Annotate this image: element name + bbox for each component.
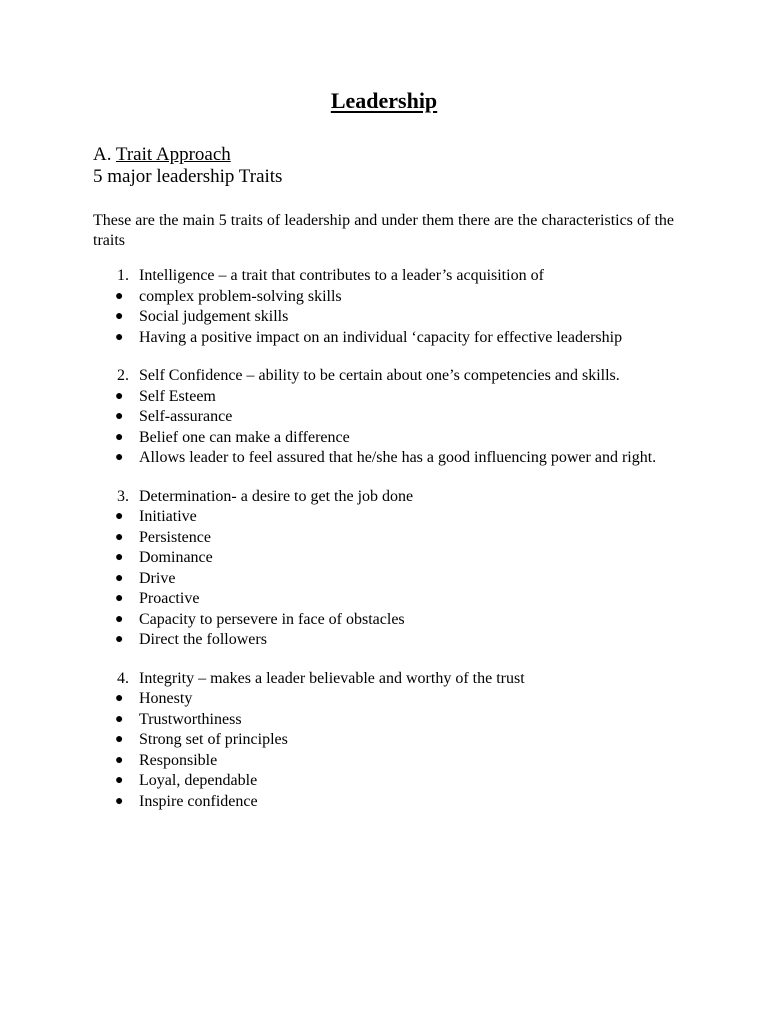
bullet-item <box>0 287 674 308</box>
bullet-item <box>0 569 674 590</box>
bullet-text: Having a positive impact on an individual ‘capacity for effective leadership <box>139 328 623 346</box>
bullet-text: Inspire confidence <box>139 792 258 810</box>
bullet-text: Drive <box>139 569 176 587</box>
bullet-item <box>0 448 674 469</box>
bullet-icon: ● <box>115 309 124 324</box>
bullet-item <box>0 792 674 813</box>
bullet-text: Honesty <box>139 690 193 707</box>
bullet-item <box>0 751 674 772</box>
bullet-icon: ● <box>115 691 124 706</box>
bullet-icon: ● <box>115 752 124 768</box>
bullet-text: Direct the followers <box>139 631 267 648</box>
bullet-item <box>0 387 674 408</box>
trait-number: 1. <box>117 267 129 284</box>
trait-text: Determination- a desire to get the job done <box>139 487 414 505</box>
bullet-item <box>0 328 674 349</box>
bullet-icon: ● <box>115 409 124 424</box>
bullet-item <box>0 307 674 328</box>
bullet-text: Social judgement skills <box>139 308 289 325</box>
intro-paragraph: These are the main 5 traits of leadership and under them there are the characteristics of the traits <box>93 212 674 249</box>
trait-heading <box>0 487 674 508</box>
bullet-item <box>0 771 674 792</box>
bullet-text: Self-assurance <box>139 408 233 425</box>
bullet-icon: ● <box>115 509 124 524</box>
bullet-text: Proactive <box>139 590 200 607</box>
bullet-icon: ● <box>115 529 124 545</box>
bullet-text: Dominance <box>139 549 213 566</box>
bullet-item <box>0 507 674 528</box>
bullet-icon: ● <box>115 591 124 606</box>
section-prefix: A. <box>93 144 112 165</box>
bullet-text: Self Esteem <box>139 387 216 405</box>
bullet-icon: ● <box>115 288 124 304</box>
trait-number: 4. <box>117 669 129 687</box>
bullet-icon: ● <box>115 429 124 445</box>
bullet-item <box>0 689 674 710</box>
bullet-text: Initiative <box>139 508 197 525</box>
trait-text: Self Confidence – ability to be certain about one’s competencies and skills. <box>139 367 620 384</box>
bullet-text: Strong set of principles <box>139 731 288 748</box>
bullet-icon: ● <box>115 570 124 586</box>
trait-text: Intelligence – a trait that contributes to a leader’s acquisition of <box>139 267 544 284</box>
bullet-text: Allows leader to feel assured that he/she has a good influencing power and right. <box>139 449 657 466</box>
bullet-item <box>0 630 674 651</box>
bullet-item <box>0 730 674 751</box>
trait-group <box>0 266 768 348</box>
bullet-item <box>0 407 674 428</box>
bullet-icon: ● <box>115 550 124 565</box>
traits-list <box>0 266 768 830</box>
trait-heading <box>0 366 674 387</box>
trait-text: Integrity – makes a leader believable and worthy of the trust <box>139 669 525 687</box>
trait-group <box>0 669 768 813</box>
trait-heading <box>0 266 674 287</box>
bullet-item <box>0 548 674 569</box>
bullet-text: Persistence <box>139 528 211 546</box>
bullet-icon: ● <box>115 611 124 627</box>
bullet-text: Capacity to persevere in face of obstacles <box>139 610 405 628</box>
bullet-item <box>0 428 674 449</box>
bullet-icon: ● <box>115 450 124 465</box>
bullet-icon: ● <box>115 793 124 809</box>
section-heading-text: Trait Approach <box>115 144 231 165</box>
bullet-text: Trustworthiness <box>139 710 242 728</box>
trait-number: 3. <box>117 487 129 505</box>
bullet-item <box>0 610 674 631</box>
trait-group <box>0 487 768 651</box>
bullet-icon: ● <box>115 632 124 647</box>
bullet-text: Responsible <box>139 751 218 769</box>
section-subheading: 5 major leadership Traits <box>93 166 283 187</box>
bullet-icon: ● <box>115 329 124 345</box>
bullet-icon: ● <box>115 732 124 747</box>
section-heading <box>93 144 231 166</box>
bullet-text: Loyal, dependable <box>139 772 258 789</box>
trait-group <box>0 366 768 469</box>
bullet-text: Belief one can make a difference <box>139 428 350 446</box>
trait-number: 2. <box>117 367 129 384</box>
bullet-icon: ● <box>115 388 124 404</box>
document-title: Leadership <box>330 88 438 113</box>
bullet-icon: ● <box>115 773 124 788</box>
bullet-item <box>0 528 674 549</box>
bullet-icon: ● <box>115 711 124 727</box>
trait-heading <box>0 669 674 690</box>
bullet-item <box>0 589 674 610</box>
bullet-item <box>0 710 674 731</box>
bullet-text: complex problem-solving skills <box>139 287 342 305</box>
